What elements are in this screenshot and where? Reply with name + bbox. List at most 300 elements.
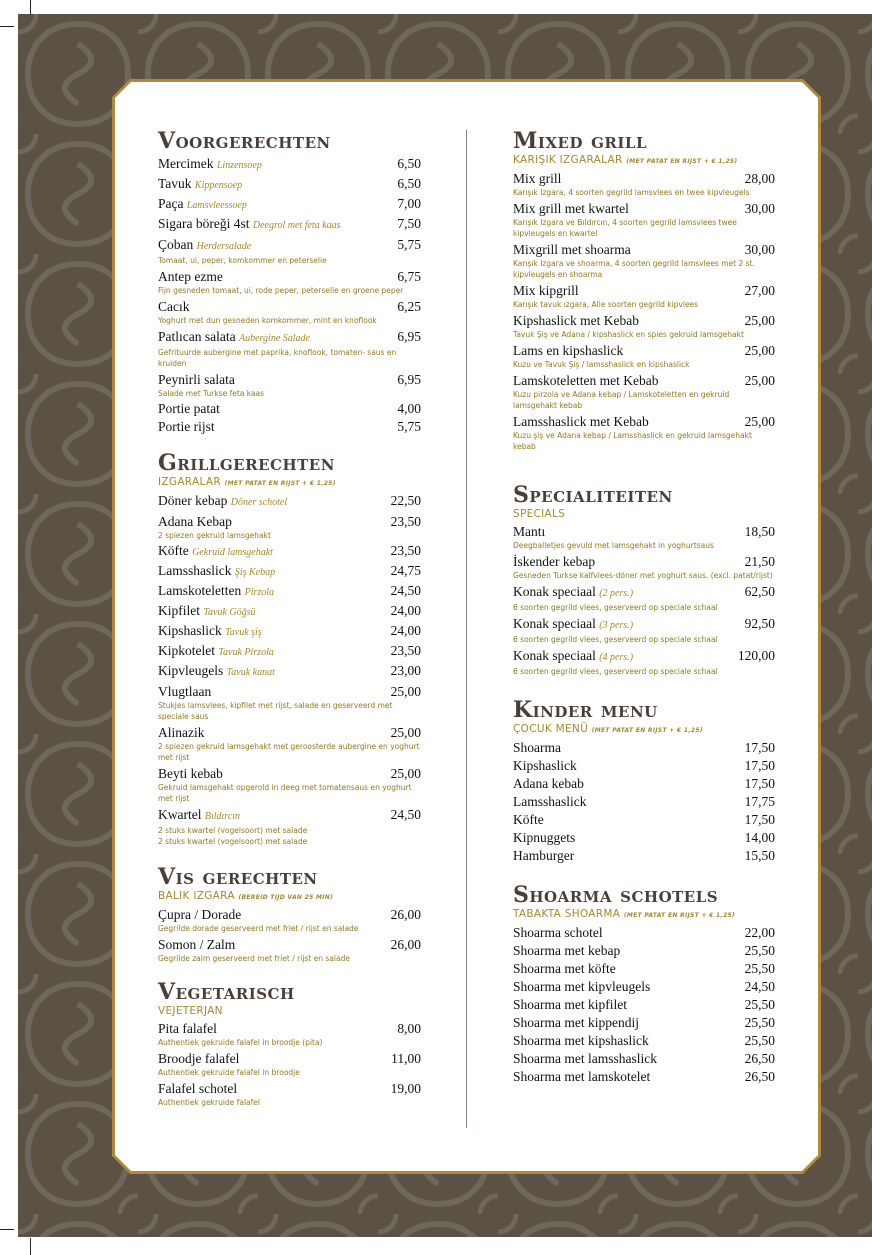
- menu-item-name-text: Broodje falafel: [158, 1051, 240, 1066]
- menu-item-row: [158, 400, 421, 417]
- menu-item-name-text: Hamburger: [513, 848, 575, 863]
- menu-item-name-text: Shoarma met lamsshaslick: [513, 1051, 657, 1066]
- menu-item-name: [513, 811, 544, 828]
- menu-item-name-text: Beyti kebab: [158, 766, 223, 781]
- section-note: (MET PATAT EN RIJST + € 1,25): [626, 158, 738, 165]
- menu-item-price: 17,75: [744, 794, 775, 809]
- menu-item-name-text: Shoarma met kipshaslick: [513, 1033, 649, 1048]
- menu-item-price: 24,50: [744, 979, 775, 994]
- menu-item: [513, 1050, 775, 1067]
- menu-item-row: [513, 241, 775, 258]
- menu-item-row: [158, 215, 421, 234]
- crop-mark: [0, 26, 14, 27]
- menu-item-name-text: Pita falafel: [158, 1021, 217, 1036]
- menu-item-name: [158, 328, 310, 347]
- menu-item: [158, 175, 421, 194]
- section-note: (MET PATAT EN RIJST + € 1,25): [623, 912, 736, 919]
- menu-item-name: [513, 1032, 649, 1049]
- menu-item-name: [513, 847, 574, 864]
- menu-item-price: 23,50: [390, 643, 421, 658]
- menu-item-description: Gegrilde dorade geserveerd met friet / rijst en salade: [158, 924, 359, 933]
- menu-item-name: [158, 622, 262, 641]
- crop-mark: [0, 1229, 14, 1230]
- menu-item-name-text: Çupra / Dorade: [158, 907, 242, 922]
- menu-item: [158, 724, 421, 763]
- menu-item-row: [513, 811, 775, 828]
- menu-item-name: [158, 724, 205, 741]
- menu-item-name: [158, 683, 211, 700]
- menu-item-name-text: Shoarma schotel: [513, 925, 603, 940]
- menu-item-name-text: Mix grill met kwartel: [513, 201, 629, 216]
- menu-item-name-text: Portie rijst: [158, 419, 215, 434]
- menu-item-translation: Deegrol met feta kaas: [252, 220, 341, 231]
- menu-item-row: [158, 562, 421, 581]
- menu-item-row: [513, 312, 775, 329]
- menu-item-translation: Tavuk Göğsü: [203, 607, 256, 618]
- menu-item-price: 17,50: [744, 740, 775, 755]
- menu-item-price: 15,50: [744, 848, 775, 863]
- menu-item-description: Authentiek gekruide falafel in broodje: [158, 1068, 300, 1077]
- menu-item-name: [158, 268, 223, 285]
- section-title: Mixed grill: [513, 128, 647, 154]
- menu-item-description: Kuzu pirzola ve Adana kebap / Lamskoteletten en gekruid lamsgehakt kebab: [513, 390, 730, 410]
- menu-item-row: [513, 924, 775, 941]
- menu-item-description: 6 soorten gegrild vlees, geserveerd op speciale schaal: [513, 667, 718, 676]
- menu-item-name: [513, 372, 658, 389]
- menu-item-name: [513, 615, 633, 634]
- menu-item-price: 26,00: [390, 937, 421, 952]
- section-subtitle: [158, 1005, 421, 1018]
- menu-item: [513, 583, 775, 613]
- menu-item: [158, 622, 421, 641]
- menu-item-name: [513, 775, 584, 792]
- menu-item-price: 25,00: [390, 766, 421, 781]
- menu-item: [513, 170, 775, 198]
- item-list: [158, 155, 421, 435]
- menu-item-name-text: Sigara böreği 4st: [158, 216, 250, 231]
- menu-item-description: 6 soorten gegrild vlees, geserveerd op speciale schaal: [513, 603, 718, 612]
- menu-item-name-text: Shoarma met kipvleugels: [513, 979, 651, 994]
- menu-item-row: [513, 942, 775, 959]
- item-list: [513, 170, 775, 452]
- menu-item-name: [158, 542, 273, 561]
- item-list: [158, 492, 421, 847]
- menu-item: [513, 372, 775, 411]
- menu-item-name: [158, 155, 262, 174]
- menu-item-description: Stukjes lamsvlees, kipfilet met rijst, salade en geserveerd met speciale saus: [158, 701, 393, 721]
- menu-item: [513, 1032, 775, 1049]
- menu-item-price: 4,00: [397, 401, 421, 416]
- item-list: [158, 906, 421, 964]
- menu-item-price: 28,00: [744, 171, 775, 186]
- menu-item-price: 6,95: [397, 329, 421, 344]
- menu-item: [158, 298, 421, 326]
- menu-item-translation: Tavuk kanat: [226, 667, 275, 678]
- menu-item-price: 7,50: [397, 216, 421, 231]
- crop-mark: [30, 1238, 31, 1255]
- section-title: Specialiteiten: [513, 482, 673, 508]
- menu-item-row: [513, 1014, 775, 1031]
- menu-item-translation: Tavuk şiş: [225, 627, 262, 638]
- section-subtitle: [513, 908, 775, 922]
- menu-item: [158, 195, 421, 214]
- menu-item-name: [158, 371, 235, 388]
- menu-item: [158, 936, 421, 964]
- menu-item-name: [158, 513, 232, 530]
- menu-item: [513, 241, 775, 280]
- section-subtitle: [158, 890, 421, 904]
- menu-item-name: [513, 924, 603, 941]
- menu-item-translation: (4 pers.): [599, 652, 634, 663]
- item-list: [513, 924, 775, 1085]
- menu-item-name-text: Tavuk: [158, 176, 192, 191]
- menu-item: [513, 924, 775, 941]
- menu-item-name: [158, 806, 240, 825]
- menu-item-row: [513, 978, 775, 995]
- menu-item-translation: Şiş Kebap: [234, 567, 276, 578]
- menu-item-description: Fijn gesneden tomaat, ui, rode peper, peterselie en groene peper: [158, 286, 404, 295]
- menu-item-description: Karışık Izgara ve shoarma, 4 soorten gegrild lamsvlees met 2 st. kipvleugels en shoarma: [513, 259, 755, 279]
- menu-item: [158, 582, 421, 601]
- menu-item-name: [513, 1068, 650, 1085]
- menu-item-row: [513, 200, 775, 217]
- menu-item: [158, 765, 421, 804]
- menu-item-name-text: Shoarma met kippendij: [513, 1015, 639, 1030]
- menu-item-price: 23,00: [390, 663, 421, 678]
- menu-item: [158, 513, 421, 541]
- menu-item: [158, 268, 421, 296]
- menu-item-price: 17,50: [744, 758, 775, 773]
- menu-item-description: Gesneden Turkse kalfvlees-döner met yoghurt saus. (excl. patat/rijst): [513, 571, 773, 580]
- menu-item: [158, 215, 421, 234]
- menu-item-row: [158, 582, 421, 601]
- menu-item-name: [513, 978, 650, 995]
- menu-item-name: [513, 960, 616, 977]
- menu-item-price: 6,75: [397, 269, 421, 284]
- menu-item-name-text: Kipshaslick met Kebab: [513, 313, 639, 328]
- menu-item-row: [158, 155, 421, 174]
- menu-item: [513, 829, 775, 846]
- section-subtitle: [158, 476, 421, 490]
- menu-item-description: Tavuk Şiş ve Adana / kipshaslick en spies gekruid lamsgehakt: [513, 330, 744, 339]
- menu-item-name-text: Patlıcan salata: [158, 329, 236, 344]
- menu-item-description: Gegrilde zalm geserveerd met friet / rijst en salade: [158, 954, 350, 963]
- menu-item-name: [158, 195, 247, 214]
- menu-item-name: [513, 282, 579, 299]
- menu-item-row: [513, 342, 775, 359]
- menu-item: [513, 615, 775, 645]
- menu-item-name: [158, 602, 256, 621]
- menu-item-name-text: Falafel schotel: [158, 1081, 238, 1096]
- menu-item: [513, 312, 775, 340]
- menu-item-name: [158, 642, 274, 661]
- menu-item: [158, 642, 421, 661]
- menu-item-price: 30,00: [744, 201, 775, 216]
- menu-item-name: [513, 1014, 639, 1031]
- menu-item-name: [158, 906, 241, 923]
- menu-item: [158, 542, 421, 561]
- section-subtitle-text: ÇOCUK MENÜ: [513, 723, 589, 735]
- menu-item-description: Authentiek gekruide falafel in broodje (pita): [158, 1038, 323, 1047]
- menu-item-description: Kuzu ve Tavuk Şiş / lamsshaslick en kipshaslick: [513, 360, 690, 369]
- menu-item-name-text: Lamsshaslick: [158, 563, 232, 578]
- menu-item-name-text: Lamskoteletten met Kebab: [513, 373, 659, 388]
- menu-item-translation: Kippensoep: [194, 180, 243, 191]
- menu-item-row: [513, 647, 775, 666]
- menu-item-name: [513, 996, 627, 1013]
- menu-item-name: [513, 312, 639, 329]
- menu-item-row: [513, 1032, 775, 1049]
- menu-item-name: [158, 936, 235, 953]
- menu-item-row: [158, 622, 421, 641]
- section-note: (MET PATAT EN RIJST + € 1,25): [591, 727, 703, 734]
- item-list: [158, 1020, 421, 1108]
- menu-item: [513, 739, 775, 756]
- menu-item-name-text: Döner kebap: [158, 493, 228, 508]
- menu-item-price: 5,75: [397, 237, 421, 252]
- menu-item-description: Kuzu şiş ve Adana kebap / Lamsshaslick en gekruid lamsgehakt kebab: [513, 431, 752, 451]
- menu-item-name: [158, 1080, 237, 1097]
- menu-item-description: 2 stuks kwartel (vogelsoort) met salade: [158, 826, 308, 835]
- menu-item-name-text: Lams en kipshaslick: [513, 343, 624, 358]
- menu-item-description: Tomaat, ui, peper, komkommer en peterselie: [158, 256, 327, 265]
- menu-item-row: [513, 583, 775, 602]
- menu-item-row: [158, 298, 421, 315]
- menu-item-translation: (3 pers.): [599, 620, 634, 631]
- menu-item-price: 17,50: [744, 812, 775, 827]
- menu-item-translation: Aubergine Salade: [238, 333, 310, 344]
- menu-item-price: 24,00: [390, 603, 421, 618]
- section-subtitle-text: KARIŞIK IZGARALAR: [513, 154, 623, 166]
- menu-item-name: [513, 793, 587, 810]
- menu-item-name: [513, 757, 577, 774]
- menu-item: [158, 806, 421, 847]
- menu-item-name-text: Paça: [158, 196, 184, 211]
- menu-item-description: Yoghurt met dun gesneden komkommer, mint en knoflook: [158, 316, 377, 325]
- column-divider: [466, 130, 467, 1128]
- menu-item-price: 24,00: [390, 623, 421, 638]
- menu-item-price: 18,50: [744, 524, 775, 539]
- section-voorgerechten: [158, 128, 421, 435]
- menu-item-price: 25,50: [744, 961, 775, 976]
- section-title: Vis gerechten: [158, 864, 318, 890]
- menu-item-row: [158, 662, 421, 681]
- menu-item-name-text: Somon / Zalm: [158, 937, 236, 952]
- menu-item-price: 26,50: [744, 1051, 775, 1066]
- menu-item-name-text: Kipshaslick: [158, 623, 222, 638]
- menu-item-name: [158, 492, 287, 511]
- menu-item-name-text: Mix kipgrill: [513, 283, 579, 298]
- menu-item: [513, 1068, 775, 1085]
- section-subtitle-text: SPECIALS: [513, 508, 566, 520]
- menu-item-name-text: Köfte: [158, 543, 189, 558]
- menu-item-name-text: Kipnuggets: [513, 830, 576, 845]
- menu-item: [158, 400, 421, 417]
- section-title: Kinder menu: [513, 697, 658, 723]
- menu-item: [513, 775, 775, 792]
- menu-item: [158, 906, 421, 934]
- menu-item-price: 6,95: [397, 372, 421, 387]
- menu-item-price: 24,75: [390, 563, 421, 578]
- menu-item-name-text: Çoban: [158, 237, 194, 252]
- menu-item: [513, 523, 775, 551]
- menu-item-row: [513, 757, 775, 774]
- menu-item-row: [513, 282, 775, 299]
- menu-item-name-text: Kipkotelet: [158, 643, 215, 658]
- menu-item-price: 5,75: [397, 419, 421, 434]
- menu-item: [513, 996, 775, 1013]
- section-title: Grillgerechten: [158, 450, 335, 476]
- section-grill: [158, 450, 421, 847]
- menu-item-name-text: Mercimek: [158, 156, 214, 171]
- menu-item-name: [513, 553, 595, 570]
- menu-item: [158, 1020, 421, 1048]
- menu-item: [158, 371, 421, 399]
- menu-item-price: 17,50: [744, 776, 775, 791]
- menu-item: [158, 1050, 421, 1078]
- menu-item-name: [158, 418, 215, 435]
- menu-item-price: 8,00: [397, 1021, 421, 1036]
- menu-item-row: [513, 847, 775, 864]
- menu-item-price: 92,50: [744, 616, 775, 631]
- menu-item-description: Karışık tavuk ızgara, Alle soorten gegrild kipvlees: [513, 300, 699, 309]
- menu-item-name: [158, 562, 275, 581]
- menu-item-row: [158, 642, 421, 661]
- menu-item: [158, 328, 421, 369]
- menu-item-description: 6 soorten gegrild vlees, geserveerd op speciale schaal: [513, 635, 718, 644]
- menu-item-price: 26,50: [744, 1069, 775, 1084]
- menu-item-description: Gekruid lamsgehakt opgerold in deeg met tomatensaus en yoghurt met rijst: [158, 783, 412, 803]
- menu-item-row: [158, 602, 421, 621]
- menu-item-translation: Döner schotel: [230, 497, 288, 508]
- menu-item-row: [513, 413, 775, 430]
- menu-item-price: 25,00: [744, 313, 775, 328]
- menu-item-row: [513, 775, 775, 792]
- menu-item-price: 6,50: [397, 156, 421, 171]
- section-subtitle-text: VEJETERJAN: [158, 1005, 223, 1017]
- menu-item-name-text: Köfte: [513, 812, 544, 827]
- menu-item: [513, 342, 775, 370]
- menu-item-name-text: Kipvleugels: [158, 663, 224, 678]
- menu-item-row: [513, 372, 775, 389]
- menu-item-name-text: Shoarma met lamskotelet: [513, 1069, 651, 1084]
- menu-item-row: [158, 328, 421, 347]
- menu-item-price: 11,00: [391, 1051, 421, 1066]
- menu-item-row: [158, 268, 421, 285]
- section-shoarma-schotels: [513, 882, 775, 1085]
- menu-item-name-text: Lamsshaslick: [513, 794, 587, 809]
- menu-item-name: [513, 829, 575, 846]
- menu-item-name: [158, 298, 190, 315]
- menu-item-description: Karışık Izgara ve Bıldırcın, 4 soorten gegrild lamsvlees twee kipvleugels en kwartel: [513, 218, 737, 238]
- section-kinder-menu: [513, 697, 775, 864]
- menu-item-description: 2 spiezen gekruid lamsgehakt met geroosterde aubergine en yoghurt met rijst: [158, 742, 420, 762]
- item-list: [513, 523, 775, 677]
- menu-item-price: 21,50: [744, 554, 775, 569]
- section-title: Vegetarisch: [158, 979, 295, 1005]
- menu-item-price: 62,50: [744, 584, 775, 599]
- menu-item: [513, 793, 775, 810]
- section-note: (MET PATAT EN RIJST + € 1,25): [224, 480, 336, 487]
- menu-item-row: [158, 492, 421, 511]
- menu-item: [513, 978, 775, 995]
- menu-item-price: 6,25: [397, 299, 421, 314]
- menu-item-name-text: Mantı: [513, 524, 546, 539]
- menu-item-name-text: Adana kebab: [513, 776, 584, 791]
- menu-item-name: [513, 523, 545, 540]
- menu-item-price: 19,00: [390, 1081, 421, 1096]
- menu-item-price: 120,00: [737, 648, 775, 663]
- menu-item-price: 25,00: [744, 373, 775, 388]
- menu-item-name-text: Vlugtlaan: [158, 684, 212, 699]
- menu-item-description: 2 spiezen gekruid lamsgehakt: [158, 531, 271, 540]
- menu-item-description: Gefrituurde aubergine met paprika, knoflook, tomaten- saus en kruiden: [158, 348, 397, 368]
- menu-item: [513, 553, 775, 581]
- menu-item: [513, 413, 775, 452]
- menu-item-row: [513, 793, 775, 810]
- menu-item: [158, 662, 421, 681]
- menu-item: [513, 960, 775, 977]
- menu-item-name-text: Kwartel: [158, 807, 202, 822]
- menu-item-price: 7,00: [397, 196, 421, 211]
- menu-item-row: [158, 936, 421, 953]
- menu-item-name-text: Konak speciaal: [513, 584, 596, 599]
- menu-item-name-text: Kipfilet: [158, 603, 200, 618]
- menu-item-name: [513, 942, 620, 959]
- menu-item-translation: Tavuk Pirzola: [218, 647, 274, 658]
- menu-item-description: Salade met Turkse feta kaas: [158, 389, 265, 398]
- menu-item-name: [513, 342, 623, 359]
- menu-item-price: 25,00: [390, 684, 421, 699]
- left-column: [158, 128, 421, 1108]
- section-subtitle: [513, 723, 775, 737]
- section-subtitle-text: TABAKTA SHOARMA: [513, 908, 621, 920]
- menu-item-name: [158, 1050, 239, 1067]
- menu-item-row: [158, 806, 421, 825]
- menu-item-description: Authentiek gekruide falafel: [158, 1098, 260, 1107]
- section-vega: [158, 979, 421, 1108]
- menu-item-translation: Lamsvleessoep: [186, 200, 247, 211]
- menu-item-row: [513, 960, 775, 977]
- menu-item-name: [513, 241, 631, 258]
- menu-item-name: [513, 739, 561, 756]
- menu-item-price: 24,50: [390, 807, 421, 822]
- menu-item-translation: Herdersalade: [196, 241, 252, 252]
- menu-item-name-text: Lamskoteletten: [158, 583, 242, 598]
- section-vis: [158, 864, 421, 964]
- menu-item-description: Deegballetjes gevuld met lamsgehakt in yoghurtsaus: [513, 541, 714, 550]
- right-column: [513, 128, 775, 1085]
- menu-item-row: [158, 236, 421, 255]
- section-subtitle: [513, 154, 775, 168]
- menu-item-row: [158, 195, 421, 214]
- menu-item: [513, 1014, 775, 1031]
- menu-item-name-text: Alinazik: [158, 725, 205, 740]
- menu-item-name: [158, 236, 251, 255]
- menu-item-name: [513, 647, 633, 666]
- menu-item-name-text: Konak speciaal: [513, 648, 596, 663]
- menu-item-translation: Gekruid lamsgehakt: [192, 547, 273, 558]
- section-subtitle-text: BALIK IZGARA: [158, 890, 235, 902]
- menu-item-price: 25,00: [744, 343, 775, 358]
- menu-item-price: 23,50: [390, 514, 421, 529]
- menu-item-translation: Bıldırcın: [204, 811, 241, 822]
- menu-item: [158, 683, 421, 722]
- menu-item-name-text: Mixgrill met shoarma: [513, 242, 631, 257]
- menu-item-row: [513, 553, 775, 570]
- menu-item-row: [513, 615, 775, 634]
- section-title: Voorgerechten: [158, 128, 331, 154]
